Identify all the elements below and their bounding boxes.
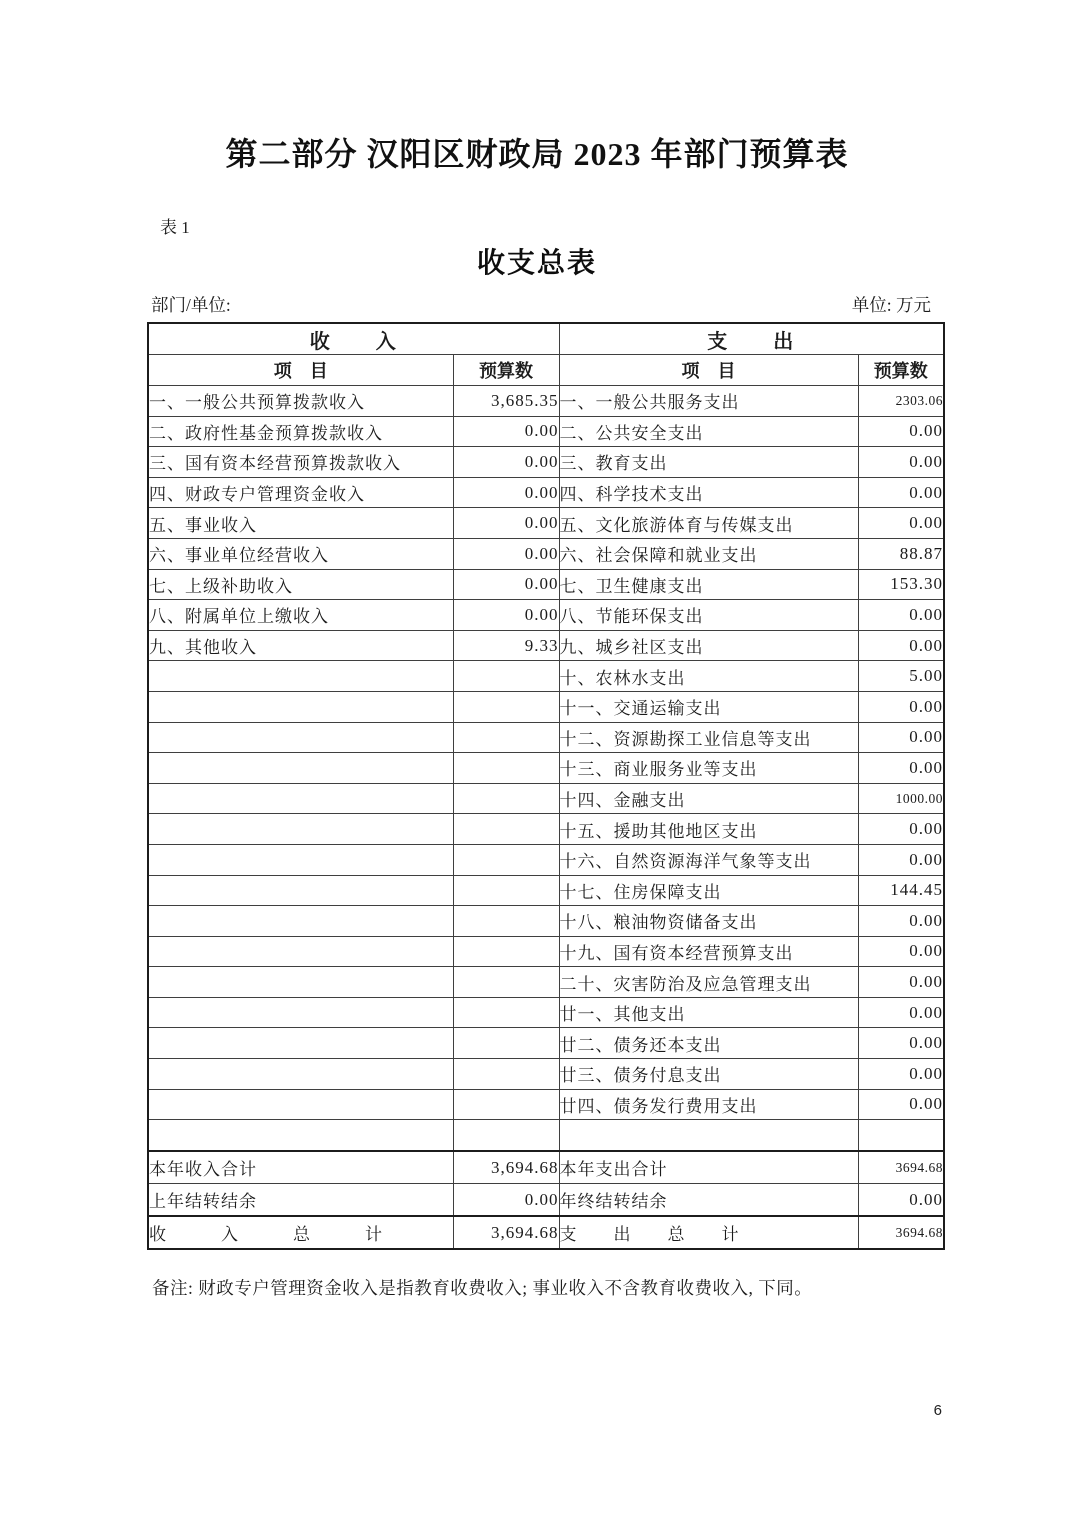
expense-value-cell: 0.00 <box>858 814 944 845</box>
income-value-cell <box>453 722 559 753</box>
income-item-cell <box>148 967 453 998</box>
expense-value-cell: 0.00 <box>858 416 944 447</box>
income-item-cell <box>148 753 453 784</box>
expense-value-cell: 0.00 <box>858 1028 944 1059</box>
income-value-cell: 0.00 <box>453 416 559 447</box>
expense-value-cell: 0.00 <box>858 722 944 753</box>
income-item-cell: 三、国有资本经营预算拨款收入 <box>148 447 453 478</box>
expense-value-cell: 0.00 <box>858 600 944 631</box>
income-item-cell <box>148 661 453 692</box>
expense-value-cell: 5.00 <box>858 661 944 692</box>
expense-item-cell: 一、一般公共服务支出 <box>559 386 858 417</box>
expense-value-cell: 153.30 <box>858 569 944 600</box>
table-row <box>148 783 944 814</box>
expense-item-cell: 五、文化旅游体育与传媒支出 <box>559 508 858 539</box>
expense-item-cell: 八、节能环保支出 <box>559 600 858 631</box>
table-row <box>148 386 944 417</box>
table-row <box>148 447 944 478</box>
income-item-cell <box>148 783 453 814</box>
income-value-cell <box>453 844 559 875</box>
income-value-cell <box>453 1059 559 1090</box>
income-value-cell <box>453 936 559 967</box>
expense-item-cell <box>559 1120 858 1152</box>
income-value-cell: 0.00 <box>453 600 559 631</box>
page-title: 第二部分 汉阳区财政局 2023 年部门预算表 <box>225 136 849 172</box>
table-row <box>148 722 944 753</box>
income-item-cell <box>148 1089 453 1120</box>
table-row <box>148 753 944 784</box>
expense-item-column-header: 项 目 <box>559 355 858 386</box>
income-section-header: 收 入 <box>148 323 559 355</box>
table-row <box>148 906 944 937</box>
expense-value-cell: 3694.68 <box>858 1216 944 1249</box>
expense-value-cell: 0.00 <box>858 1059 944 1090</box>
income-value-cell: 3,685.35 <box>453 386 559 417</box>
department-label: 部门/单位: <box>151 295 231 315</box>
expense-item-cell: 九、城乡社区支出 <box>559 630 858 661</box>
income-item-cell <box>148 691 453 722</box>
income-value-cell: 0.00 <box>453 538 559 569</box>
expense-value-cell: 144.45 <box>858 875 944 906</box>
table-label: 表 1 <box>160 218 190 237</box>
spacer-row <box>148 1120 944 1152</box>
note-text: 备注: 财政专户管理资金收入是指教育收费收入; 事业收入不含教育收费收入, 下同。 <box>152 1278 813 1299</box>
income-value-cell <box>453 753 559 784</box>
income-item-cell <box>148 1059 453 1090</box>
income-item-cell: 六、事业单位经营收入 <box>148 538 453 569</box>
income-value-cell <box>453 1120 559 1152</box>
table-body <box>148 323 944 1249</box>
expense-item-cell: 十五、援助其他地区支出 <box>559 814 858 845</box>
budget-table <box>147 322 945 1250</box>
expense-item-cell: 廿一、其他支出 <box>559 997 858 1028</box>
income-value-cell <box>453 1089 559 1120</box>
expense-item-cell: 十三、商业服务业等支出 <box>559 753 858 784</box>
expense-item-cell: 二、公共安全支出 <box>559 416 858 447</box>
table-row <box>148 477 944 508</box>
income-item-cell: 上年结转结余 <box>148 1184 453 1217</box>
table-row <box>148 875 944 906</box>
income-item-cell <box>148 906 453 937</box>
expense-value-cell: 0.00 <box>858 630 944 661</box>
income-value-cell <box>453 783 559 814</box>
table-meta-row <box>151 293 931 317</box>
table-row <box>148 997 944 1028</box>
total-row <box>148 1184 944 1217</box>
income-item-cell: 七、上级补助收入 <box>148 569 453 600</box>
income-item-cell: 二、政府性基金预算拨款收入 <box>148 416 453 447</box>
income-value-cell: 0.00 <box>453 477 559 508</box>
expense-value-cell: 3694.68 <box>858 1151 944 1184</box>
table-row <box>148 936 944 967</box>
total-row <box>148 1151 944 1184</box>
expense-item-cell: 十七、住房保障支出 <box>559 875 858 906</box>
expense-value-cell: 2303.06 <box>858 386 944 417</box>
expense-value-cell: 1000.00 <box>858 783 944 814</box>
expense-value-cell: 0.00 <box>858 1184 944 1217</box>
expense-item-cell: 十八、粮油物资储备支出 <box>559 906 858 937</box>
expense-item-cell: 六、社会保障和就业支出 <box>559 538 858 569</box>
income-item-cell: 八、附属单位上缴收入 <box>148 600 453 631</box>
expense-value-cell: 88.87 <box>858 538 944 569</box>
table-title: 收支总表 <box>476 247 597 278</box>
table-row <box>148 1059 944 1090</box>
expense-item-cell: 十、农林水支出 <box>559 661 858 692</box>
income-item-cell <box>148 844 453 875</box>
table-row <box>148 967 944 998</box>
income-item-cell <box>148 1120 453 1152</box>
expense-item-cell: 廿四、债务发行费用支出 <box>559 1089 858 1120</box>
expense-item-cell: 本年支出合计 <box>559 1151 858 1184</box>
expense-budget-column-header: 预算数 <box>858 355 944 386</box>
column-header-row <box>148 355 944 386</box>
income-item-cell <box>148 936 453 967</box>
table-row <box>148 1089 944 1120</box>
income-value-cell <box>453 1028 559 1059</box>
expense-item-cell: 廿二、债务还本支出 <box>559 1028 858 1059</box>
table-row <box>148 1028 944 1059</box>
income-item-cell <box>148 722 453 753</box>
page-number: 6 <box>933 1402 942 1419</box>
expense-item-cell: 二十、灾害防治及应急管理支出 <box>559 967 858 998</box>
expense-value-cell: 0.00 <box>858 906 944 937</box>
income-value-cell: 0.00 <box>453 447 559 478</box>
expense-value-cell: 0.00 <box>858 967 944 998</box>
expense-value-cell: 0.00 <box>858 691 944 722</box>
table-row <box>148 508 944 539</box>
income-item-cell <box>148 997 453 1028</box>
income-value-cell: 9.33 <box>453 630 559 661</box>
table-row <box>148 538 944 569</box>
expense-item-cell: 廿三、债务付息支出 <box>559 1059 858 1090</box>
income-budget-column-header: 预算数 <box>453 355 559 386</box>
table-row <box>148 416 944 447</box>
income-item-cell: 四、财政专户管理资金收入 <box>148 477 453 508</box>
income-item-cell <box>148 875 453 906</box>
table-row <box>148 600 944 631</box>
income-value-cell <box>453 997 559 1028</box>
expense-item-cell: 十二、资源勘探工业信息等支出 <box>559 722 858 753</box>
table-row <box>148 569 944 600</box>
expense-value-cell: 0.00 <box>858 753 944 784</box>
expense-item-cell: 十四、金融支出 <box>559 783 858 814</box>
expense-item-cell: 四、科学技术支出 <box>559 477 858 508</box>
income-item-cell <box>148 1028 453 1059</box>
expense-value-cell: 0.00 <box>858 997 944 1028</box>
income-value-cell: 0.00 <box>453 508 559 539</box>
expense-section-header: 支 出 <box>559 323 944 355</box>
income-value-cell: 3,694.68 <box>453 1151 559 1184</box>
table-row <box>148 844 944 875</box>
income-item-cell: 一、一般公共预算拨款收入 <box>148 386 453 417</box>
expense-item-cell: 十一、交通运输支出 <box>559 691 858 722</box>
expense-value-cell: 0.00 <box>858 447 944 478</box>
expense-value-cell: 0.00 <box>858 844 944 875</box>
expense-item-cell: 支 出 总 计 <box>559 1216 858 1249</box>
table-row <box>148 661 944 692</box>
unit-label: 单位: 万元 <box>851 295 931 315</box>
total-row <box>148 1216 944 1249</box>
expense-item-cell: 三、教育支出 <box>559 447 858 478</box>
expense-value-cell: 0.00 <box>858 936 944 967</box>
income-value-cell <box>453 814 559 845</box>
income-item-cell: 五、事业收入 <box>148 508 453 539</box>
income-value-cell <box>453 691 559 722</box>
income-item-cell: 收 入 总 计 <box>148 1216 453 1249</box>
expense-value-cell: 0.00 <box>858 1089 944 1120</box>
income-item-cell: 本年收入合计 <box>148 1151 453 1184</box>
income-item-column-header: 项 目 <box>148 355 453 386</box>
expense-item-cell: 七、卫生健康支出 <box>559 569 858 600</box>
expense-value-cell <box>858 1120 944 1152</box>
table-row <box>148 814 944 845</box>
income-value-cell: 0.00 <box>453 569 559 600</box>
expense-value-cell: 0.00 <box>858 508 944 539</box>
section-header-row <box>148 323 944 355</box>
income-value-cell <box>453 875 559 906</box>
expense-item-cell: 十九、国有资本经营预算支出 <box>559 936 858 967</box>
income-value-cell <box>453 661 559 692</box>
expense-item-cell: 十六、自然资源海洋气象等支出 <box>559 844 858 875</box>
income-item-cell: 九、其他收入 <box>148 630 453 661</box>
expense-value-cell: 0.00 <box>858 477 944 508</box>
income-value-cell <box>453 906 559 937</box>
expense-item-cell: 年终结转结余 <box>559 1184 858 1217</box>
table-row <box>148 630 944 661</box>
income-item-cell <box>148 814 453 845</box>
income-value-cell <box>453 967 559 998</box>
table-row <box>148 691 944 722</box>
income-value-cell: 3,694.68 <box>453 1216 559 1249</box>
income-value-cell: 0.00 <box>453 1184 559 1217</box>
